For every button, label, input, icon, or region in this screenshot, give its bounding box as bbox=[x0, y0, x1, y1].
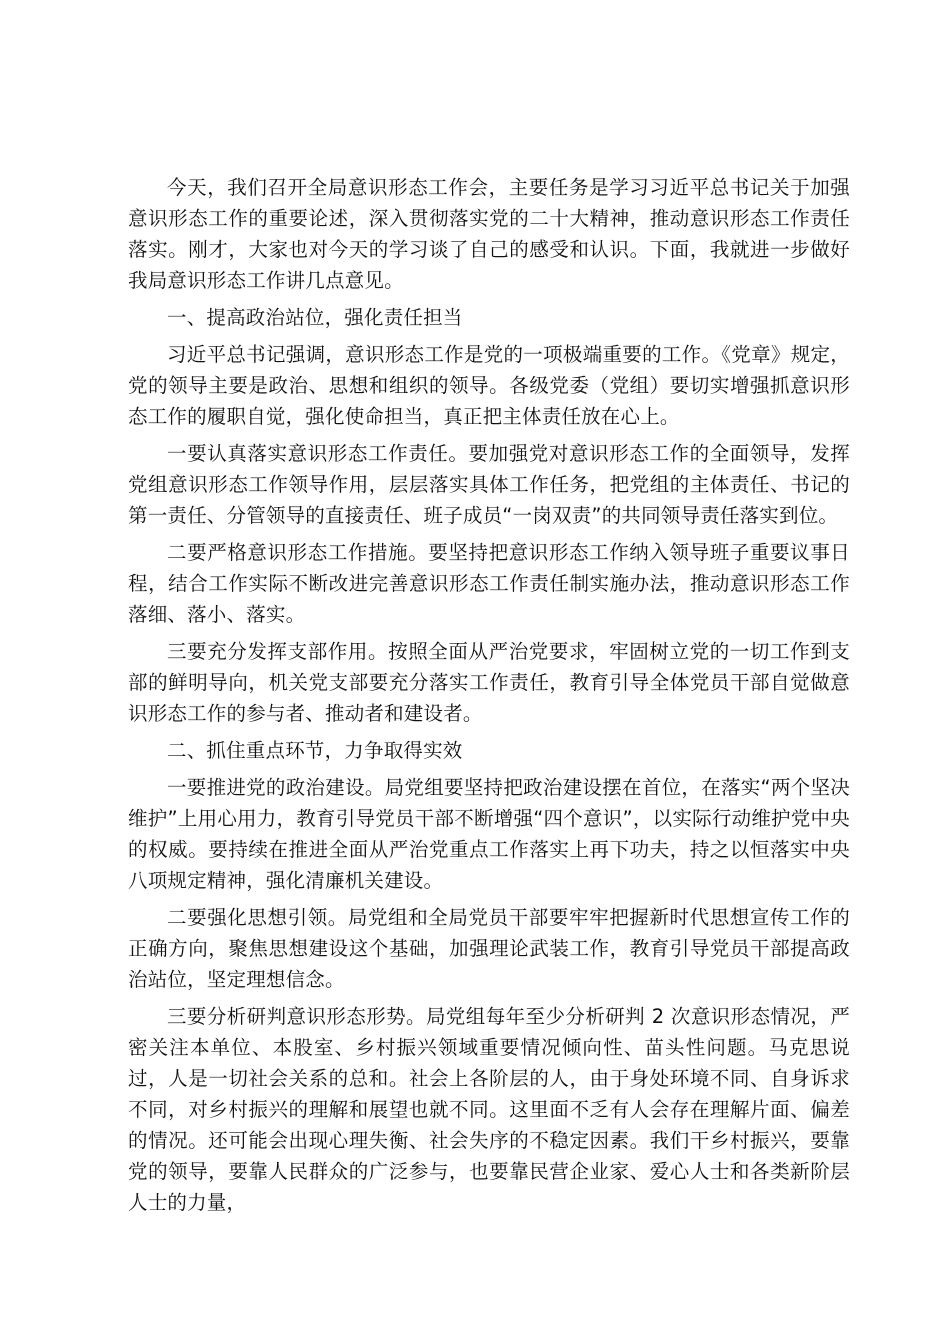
paragraph-intro: 今天，我们召开全局意识形态工作会，主要任务是学习习近平总书记关于加强意识形态工作的重要论述，深入贯彻落实党的二十大精神，推动意识形态工作责任落实。刚才，大家也对今天的学习谈了自己的感受和认识。下面，我就进一步做好我局意识形态工作讲几点意见。 bbox=[128, 176, 850, 292]
paragraph-section2-point2: 二要强化思想引领。局党组和全局党员干部要牢牢把握新时代思想宣传工作的正确方向，聚焦思想建设这个基础，加强理论武装工作，教育引导党员干部提高政治站位，坚定理想信念。 bbox=[128, 906, 850, 991]
paragraph-section1-point3: 三要充分发挥支部作用。按照全面从严治党要求，牢固树立党的一切工作到支部的鲜明导向，机关党支部要充分落实工作责任，教育引导全体党员干部自觉做意识形态工作的参与者、推动者和建设者。 bbox=[128, 640, 850, 725]
section-heading-1: 一、提高政治站位，强化责任担当 bbox=[167, 306, 463, 329]
paragraph-section1-point2: 二要严格意识形态工作措施。要坚持把意识形态工作纳入领导班子重要议事日程，结合工作实际不断改进完善意识形态工作责任制实施办法，推动意识形态工作落细、落小、落实。 bbox=[128, 541, 850, 626]
paragraph-section2-point1: 一要推进党的政治建设。局党组要坚持把政治建设摆在首位，在落实“两个坚决维护”上用心用力，教育引导党员干部不断增强“四个意识”，以实际行动维护党中央的权威。要持续在推进全面从严治党重点工作落实上再下功夫，持之以恒落实中央八项规定精神，强化清廉机关建设。 bbox=[128, 776, 850, 892]
paragraph-section1-point1: 一要认真落实意识形态工作责任。要加强党对意识形态工作的全面领导，发挥党组意识形态工作领导作用，层层落实具体工作任务，把党组的主体责任、书记的第一责任、分管领导的直接责任、班子成员“一岗双责”的共同领导责任落实到位。 bbox=[128, 442, 850, 527]
paragraph-section1-overview: 习近平总书记强调，意识形态工作是党的一项极端重要的工作。《党章》规定，党的领导主要是政治、思想和组织的领导。各级党委（党组）要切实增强抓意识形态工作的履职自觉，强化使命担当，真正把主体责任放在心上。 bbox=[128, 343, 850, 428]
document-body bbox=[128, 172, 850, 1224]
section-heading-2: 二、抓住重点环节，力争取得实效 bbox=[167, 739, 463, 762]
paragraph-section2-point3: 三要分析研判意识形态形势。局党组每年至少分析研判 2 次意识形态情况，严密关注本单位、本股室、乡村振兴领域重要情况倾向性、苗头性问题。马克思说过，人是一切社会关系的总和。社会上各阶层的人，由于身处环境不同、自身诉求不同，对乡村振兴的理解和展望也就不同。这里面不乏有人会存在理解片面、偏差的情况。还可能会出现心理失衡、社会失序的不稳定因素。我们干乡村振兴，要靠党的领导，要靠人民群众的广泛参与，也要靠民营企业家、爱心人士和各类新阶层人士的力量， bbox=[128, 1005, 850, 1214]
